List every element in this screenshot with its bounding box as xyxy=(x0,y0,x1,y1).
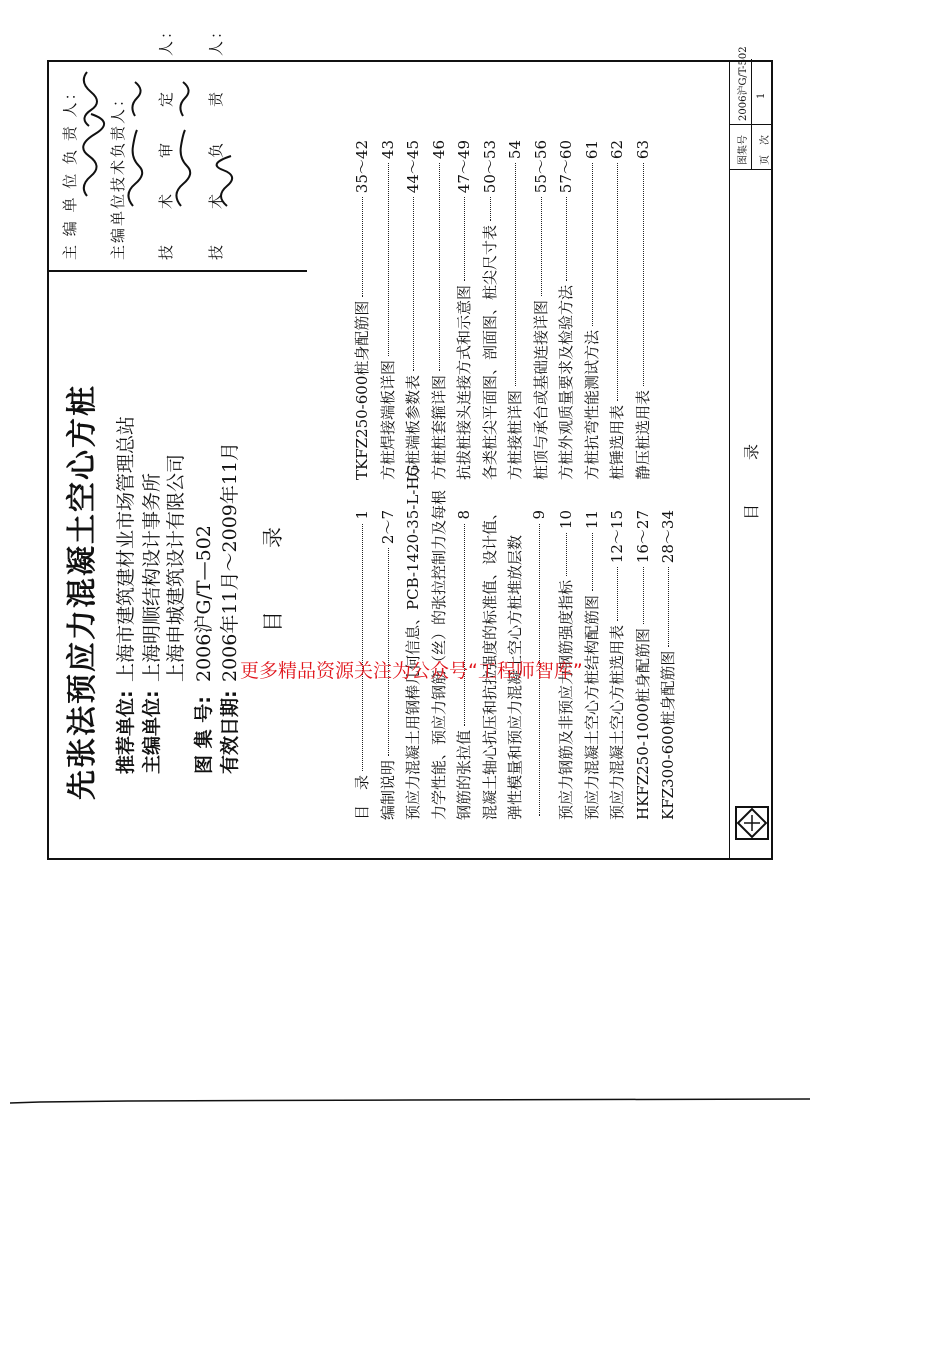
toc-entry-page: 55～56 xyxy=(531,140,550,194)
toc-entry-page: 46 xyxy=(429,140,448,160)
info-chief-unit xyxy=(137,473,164,774)
document-title: 先张法预应力混凝土空心方桩 xyxy=(65,384,100,800)
toc-leader-dots xyxy=(643,163,644,386)
toc-entry-page: 44～45 xyxy=(404,140,422,194)
toc-entry xyxy=(530,140,551,480)
handwritten-signatures xyxy=(77,60,257,236)
toc-entry-page: 8 xyxy=(455,510,473,520)
toc-entry-title: 方桩桩套箍详图 xyxy=(429,374,448,480)
info-chief-unit-2 xyxy=(161,454,188,774)
signature-divider xyxy=(47,270,307,272)
info-label: 推荐单位: xyxy=(115,690,137,774)
toc-leader-dots xyxy=(490,197,491,221)
info-value: 2006沪G/T—502 xyxy=(193,525,215,682)
toc-entry-title: 各类桩尖平面图、剖面图、桩尖尺寸表 xyxy=(480,224,499,480)
toc-entry-title: 编制说明 xyxy=(378,759,397,820)
toc-entry xyxy=(453,140,474,480)
toc-leader-dots xyxy=(566,197,567,281)
info-valid-date xyxy=(215,442,242,774)
toc-entry-title: 方桩端板参数表 xyxy=(404,374,422,480)
atlas-info-box xyxy=(729,46,773,170)
info-label: 图 集 号: xyxy=(193,696,215,774)
toc-entry-page: 63 xyxy=(633,140,652,160)
signature-responsible: 技 术 负 责 人： xyxy=(207,21,225,260)
toc-entry-title: 方桩抗弯性能测试方法 xyxy=(582,329,601,480)
toc-entry-page: 16～27 xyxy=(633,510,652,564)
toc-entry xyxy=(632,510,653,820)
signature-chief-unit-head: 主 编 单 位 负 责 人： xyxy=(61,83,79,260)
toc-leader-dots xyxy=(592,533,593,591)
toc-leader-dots xyxy=(592,163,593,326)
toc-entry xyxy=(402,140,423,480)
toc-leader-dots xyxy=(643,567,644,624)
signature-reviewer: 技 术 审 定 人： xyxy=(157,21,175,260)
toc-leader-dots xyxy=(362,524,363,771)
toc-entry-page: 50～53 xyxy=(480,140,499,194)
toc-leader-dots xyxy=(668,567,669,646)
atlas-number-value: 2006沪G/T-502 xyxy=(738,46,749,121)
toc-leader-dots xyxy=(388,548,389,756)
toc-entry-title: 力学性能、预应力钢筋（丝）的张拉控制力及每根 xyxy=(429,489,448,820)
page-value: 1 xyxy=(756,92,767,99)
atlas-number-label: 图集号 xyxy=(738,135,749,165)
toc-entry-title: 混凝土轴心抗压和抗拉强度的标准值、设计值、 xyxy=(480,504,499,820)
toc-entry xyxy=(555,140,576,480)
title-block-divider xyxy=(729,60,730,860)
toc-entry xyxy=(504,140,525,480)
toc-entry-title: 方桩焊接端板详图 xyxy=(378,359,397,480)
toc-entry xyxy=(632,140,653,480)
toc-entry xyxy=(581,510,602,820)
footer-title: 目 录 xyxy=(742,429,761,520)
toc-entry-title: 目 录 xyxy=(353,774,371,820)
toc-heading: 目 录 xyxy=(261,527,285,632)
toc-entry-page: 57～60 xyxy=(557,140,575,194)
info-label: 主编单位: xyxy=(141,690,163,774)
info-label xyxy=(161,682,188,774)
rotated-sheet-content xyxy=(47,21,773,860)
toc-entry xyxy=(479,140,500,480)
toc-entry-title: 静压桩选用表 xyxy=(633,389,652,480)
toc-entry xyxy=(606,140,627,480)
toc-leader-dots xyxy=(541,197,542,296)
atlas-logo-icon xyxy=(735,806,769,840)
info-value: 上海明顺结构设计事务所 xyxy=(141,472,163,682)
toc-entry-page: 2～7 xyxy=(378,510,397,545)
toc-entry-title: HKFZ250-1000桩身配筋图 xyxy=(633,628,652,820)
scan-artifact-line xyxy=(10,1097,810,1107)
toc-entry-page: 47～49 xyxy=(455,140,473,194)
info-value: 上海申城建筑设计有限公司 xyxy=(165,453,187,682)
toc-entry-title: 弹性模量和预应力混凝土空心方桩堆放层数 xyxy=(506,534,524,820)
toc-entry-title: 方桩外观质量要求及检验方法 xyxy=(557,284,575,480)
toc-entry-title: 抗拔桩接头连接方式和示意图 xyxy=(455,284,473,480)
toc-entry-title: 预应力钢筋及非预应力钢筋强度指标 xyxy=(557,579,575,820)
watermark-text: 更多精品资源关注为公众号“工程师智库” xyxy=(240,660,583,682)
info-atlas-number xyxy=(189,525,216,774)
toc-entry-page: 11 xyxy=(582,510,601,530)
info-value: 上海市建筑建材业市场管理总站 xyxy=(115,415,137,682)
toc-leader-dots xyxy=(413,197,414,371)
toc-entry-title: 钢筋的张拉值 xyxy=(455,729,473,820)
toc-entry-page: 35～42 xyxy=(353,140,371,194)
toc-leader-dots xyxy=(362,197,363,296)
toc-entry xyxy=(657,510,678,820)
toc-leader-dots xyxy=(464,197,465,281)
toc-entry xyxy=(351,140,372,480)
toc-entry-page: 12～15 xyxy=(608,510,626,564)
toc-entry-title: TKFZ250-600桩身配筋图 xyxy=(353,300,371,480)
toc-entry xyxy=(606,510,627,820)
info-recommending-unit xyxy=(111,416,138,774)
info-value: 2006年11月～2009年11月 xyxy=(219,441,241,682)
toc-entry-page: 1 xyxy=(353,510,371,520)
toc-entry-title: 桩锤选用表 xyxy=(608,404,626,480)
toc-entry-title: 预应力混凝土空心方桩选用表 xyxy=(608,624,626,820)
toc-leader-dots xyxy=(617,567,618,621)
toc-entry-page: 54 xyxy=(506,140,524,160)
toc-entry-page: 62 xyxy=(608,140,626,160)
toc-leader-dots xyxy=(617,163,618,401)
toc-entry-title: 方桩接桩详图 xyxy=(506,389,524,480)
toc-entry-title: 预应力混凝土用钢棒几何信息、PCB-1420-35-L-HG xyxy=(404,464,422,820)
toc-entry xyxy=(428,140,449,480)
toc-entry-page: 10 xyxy=(557,510,575,530)
toc-entry xyxy=(377,140,398,480)
toc-leader-dots xyxy=(439,163,440,371)
toc-entry-title: 预应力混凝土空心方桩结构配筋图 xyxy=(582,594,601,820)
toc-entry-title: 桩顶与承台或基础连接详图 xyxy=(531,299,550,480)
toc-entry-page: 61 xyxy=(582,140,601,160)
toc-entry-title: KFZ300-600桩身配筋图 xyxy=(659,650,677,820)
info-label: 有效日期: xyxy=(219,690,241,774)
toc-entry-page: 43 xyxy=(378,140,397,160)
toc-leader-dots xyxy=(515,163,516,386)
toc-entry xyxy=(581,140,602,480)
toc-leader-dots xyxy=(566,533,567,576)
toc-leader-dots xyxy=(464,524,465,726)
page-label: 页 次 xyxy=(760,135,771,165)
toc-entry-page: 28～34 xyxy=(659,510,677,564)
signature-tech-head: 主编单位技术负责人： xyxy=(109,89,127,260)
toc-leader-dots xyxy=(388,163,389,356)
toc-entry-page: 9 xyxy=(529,510,548,520)
